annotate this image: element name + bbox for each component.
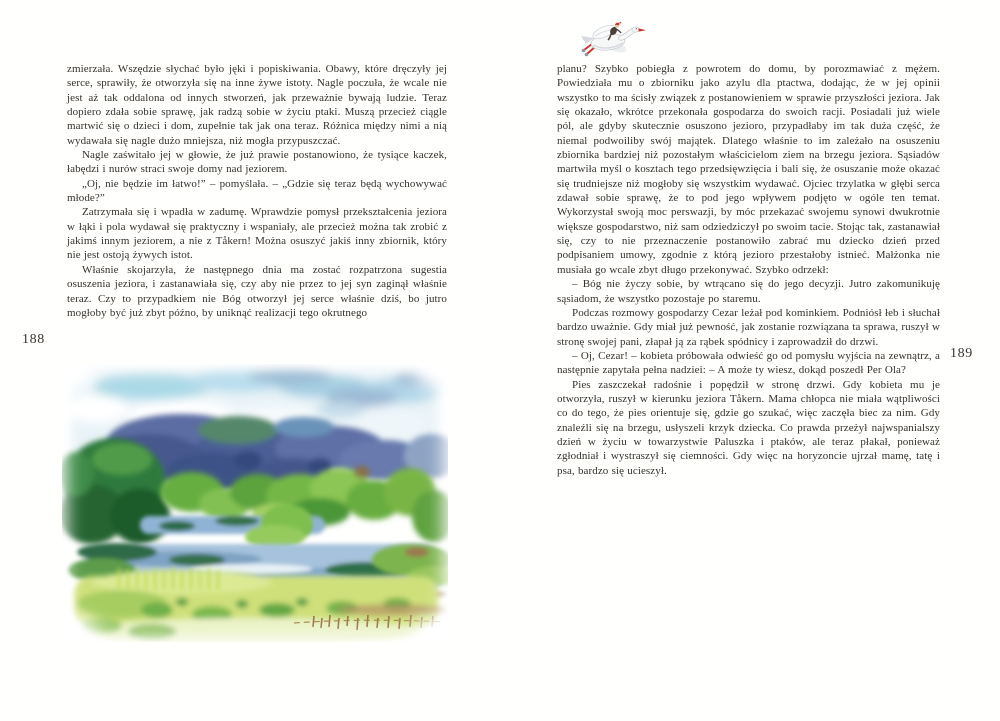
left-page-text: [67, 62, 447, 320]
right-page-number: 189: [950, 346, 973, 361]
right-page-text: [557, 62, 940, 478]
paragraph: Właśnie skojarzyła, że następnego dnia ma zostać rozpatrzona sugestia osuszenia jeziora, i zastanawiała się, czy aby nie przez to jej syn zaginął właśnie teraz. Czy to przypadkiem nie Bóg otworzył jej serce właśnie dziś, bo jutro mogłoby być już zbyt późno, by uniknąć realizacji tego okrutnego: [67, 263, 447, 319]
flying-goose-icon: [581, 22, 646, 57]
meadow: [74, 570, 447, 642]
paragraph: Pies zaszczekał radośnie i popędził w stronę drzwi. Gdy kobieta mu je otworzyła, ruszył w kierunku jeziora Tåkern. Mama chłopca nie miała wątpliwości co do tego, że pies orientuje się, gdzie go szukać, więc zaczęła biec za nim. Gdy znaleźli się na brzegu, usłyszeli krzyk dziecka. Co prawda przeżył najwspanialszy dzień w życiu w towarzystwie Paluszka i ptaków, ale teraz płakał, ponieważ zgłodniał i wystraszył się ciemności. Gdy więc na horyzoncie ujrzał mamę, tatę i psa, bardzo się ucieszył.: [557, 378, 940, 477]
paragraph: – Oj, Cezar! – kobieta próbowała odwieść go od pomysłu wyjścia na zewnątrz, a następnie zapytała pełna nadziei: – A może ty wiesz, dokąd poszedł Per Ola?: [557, 349, 940, 377]
paragraph: zmierzała. Wszędzie słychać było jęki i popiskiwania. Obawy, które dręczyły jej serce, sprawiły, że otworzyła się na inne żywe istoty. Nagle poczuła, że wcale nie jest aż tak oddalona od innych stworzeń, jak przeważnie bywają ludzie. Teraz dopiero zdała sobie sprawę, jak radzą sobie w życiu ptaki. Muszą przecież ciągle martwić się o dzieci i dom, zupełnie tak jak ona teraz. Różnica między nimi a nią wydawała się nagle dużo mniejsza, niż mogła przypuszczać.: [67, 63, 447, 147]
paragraph: Zatrzymała się i wpadła w zadumę. Wprawdzie pomysł przekształcenia jeziora w łąki i pola wydawał się praktyczny i wspaniały, ale przecież można tak zrobić z jakimś innym jeziorem, a nie z Tåkern! Można osuszyć jakiś inny zbiornik, który nie jest ostoją żywych istot.: [67, 206, 447, 262]
lake-landscape-illustration: [62, 364, 448, 642]
paragraph: Podczas rozmowy gospodarzy Cezar leżał pod kominkiem. Podniósł łeb i słuchał bardzo uważnie. Gdy miał już pewność, jak zostanie rozwiązana ta sprawa, ruszył w stronę swojej pani, złapał ją za rąbek spódnicy i zaprowadził do drzwi.: [557, 306, 940, 348]
paragraph: „Oj, nie będzie im łatwo!” – pomyślała. – „Gdzie się teraz będą wychowywać młode?”: [67, 177, 447, 205]
paragraph: Nagle zaświtało jej w głowie, że już prawie postanowiono, że tysiące kaczek, łabędzi i nurów straci swoje domy nad jeziorem.: [67, 149, 447, 176]
left-page-number: 188: [22, 332, 45, 347]
boy-on-goose-vignette: [577, 18, 651, 62]
paragraph: – Bóg nie życzy sobie, by wtrącano się do jego decyzji. Jutro zakomunikuję sąsiadom, że wszystko pozostaje po staremu.: [557, 278, 940, 305]
paragraph: planu? Szybko pobiegła z powrotem do domu, by porozmawiać z mężem. Powiedziała mu o zbiorniku jako azylu dla ptactwa, dodając, że w jej opinii wszystko to ma ścisły związek z postanowieniem w sprawie przyszłości jeziora. Jak się okazało, wkrótce przekonała gospodarza do swoich racji. Posiadali już wiele pól, ale gdyby skutecznie osuszono jezioro, przypadłaby im tak duża część, że niemal podwoiliby swój majątek. Dlatego właśnie to im zależało na osuszeniu zbiornika bardziej niż pozostałym właścicielom ziem na brzegu jeziora. Sąsiadów martwiła myśl o kosztach tego przedsięwzięcia i bali się, że osuszanie może okazać się trudniejsze niż mogłoby się wszystkim wydawać. Ojciec trzylatka w głębi serca zdawał sobie sprawę, że to pod jego wpływem podjęto w ogóle ten temat. Wykorzystał swoją moc perswazji, by móc przekazać swojemu synowi dwukrotnie większe gospodarstwo, niż sam odziedziczył po swoim tacie. Stojąc tak, zastanawiał się, czy to nie przeznaczenie postanowiło zabrać mu dziecko dzień przed podpisaniem umowy, zgodnie z którą jezioro przestałoby istnieć. Małżonka nie musiała go wcale zbyt długo przekonywać. Szybko odrzekł:: [557, 63, 940, 276]
